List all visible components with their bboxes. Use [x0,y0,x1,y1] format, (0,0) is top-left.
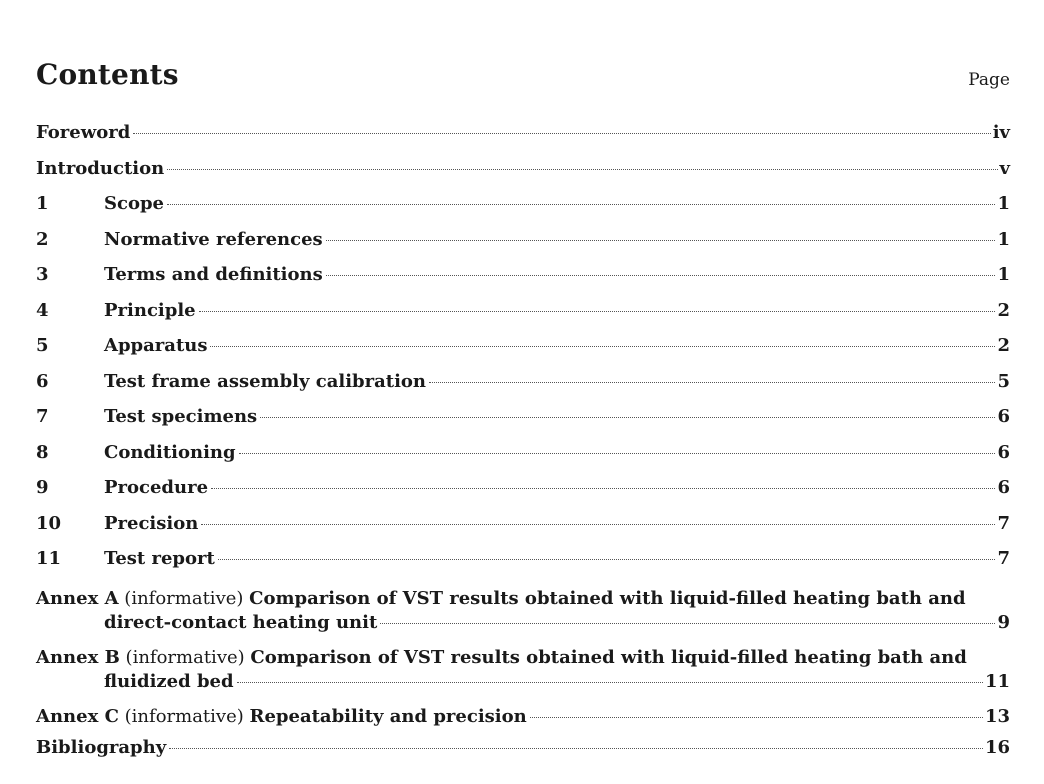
toc-entry-label: Introduction [36,157,165,179]
toc-entry-page: 7 [997,512,1010,534]
clause-number: 8 [36,441,49,463]
annex-prefix: Annex A [36,587,119,609]
dot-leader [167,204,995,205]
toc-entry-page: 16 [984,736,1010,758]
toc-entry-page: 6 [997,441,1010,463]
toc-entry-page: 6 [997,477,1010,498]
annex-heading-line [36,587,1010,611]
toc-entry-page: 2 [997,299,1010,321]
toc-entry-label: Test frame assembly calibration [104,370,427,392]
dot-leader [326,240,996,241]
toc-entry-page: 5 [997,370,1010,392]
toc-entry-label: Foreword [36,122,131,143]
dot-leader [169,748,983,749]
dot-leader [167,169,997,170]
toc-entry-bibliography[interactable] [36,737,1010,773]
toc-entry-annex-c[interactable] [36,705,1010,729]
toc-entry-page: iv [992,122,1010,143]
toc-entry-label: Conditioning [104,441,236,463]
annex-informative: (informative) [125,646,245,668]
dot-leader [429,382,995,383]
clause-number: 11 [36,548,62,569]
clause-number: 10 [36,512,62,534]
toc-entry-clause-3[interactable] [36,264,1010,300]
clause-number: 7 [36,406,49,427]
dot-leader [218,559,996,560]
dot-leader [260,417,995,418]
toc-entry-label: Normative references [104,228,323,250]
toc-entry-page: 1 [997,228,1010,250]
annex-title: Comparison of VST results obtained with liquid-filled heating bath and [250,646,967,668]
toc-entry-annex-a[interactable] [36,587,1010,635]
toc-entry-introduction[interactable] [36,158,1010,194]
toc-entry-page: 1 [997,193,1010,214]
toc-entry-clause-11[interactable] [36,548,1010,584]
toc-entry-foreword[interactable] [36,122,1010,158]
clause-number: 6 [36,370,49,392]
dot-leader [210,346,995,347]
annex-prefix: Annex C [36,705,119,727]
toc-entry-page: 6 [997,406,1010,427]
clause-number: 3 [36,264,49,285]
toc-entry-label: Test specimens [104,406,258,427]
dot-leader [237,682,983,683]
toc-entry-clause-4[interactable] [36,300,1010,336]
annex-prefix: Annex B [36,646,120,668]
toc-entry-label: Precision [104,512,199,534]
clause-number: 9 [36,477,49,498]
toc-entry-page: 9 [997,611,1010,633]
toc-entry-page: 11 [984,670,1010,692]
dot-leader [380,623,995,624]
contents-header [36,56,1010,104]
toc-entry-page: 13 [984,705,1010,727]
clause-number: 4 [36,299,49,321]
toc-entry-label: Apparatus [104,335,208,356]
dot-leader [199,311,996,312]
toc-entry-label: Terms and definitions [104,264,323,285]
toc-entry-label: Principle [104,299,196,321]
page-column-label: Page [968,70,1010,90]
annex-title: Comparison of VST results obtained with liquid-filled heating bath and [249,587,966,609]
annex-continuation-line [36,670,1010,694]
page-title: Contents [36,58,179,91]
toc-entry-clause-10[interactable] [36,513,1010,549]
clause-number: 1 [36,193,49,214]
clause-number: 5 [36,335,49,356]
clause-number: 2 [36,228,49,250]
toc-entry-clause-9[interactable] [36,477,1010,513]
toc-entry-page: 1 [997,264,1010,285]
annex-title: Repeatability and precision [249,705,527,727]
toc-entry-label: Scope [104,193,165,214]
toc-entry-page: v [999,157,1010,179]
annex-title-continued: fluidized bed [104,670,234,692]
contents-page [36,56,1010,758]
dot-leader [239,453,996,454]
toc-entry-label: Test report [104,548,215,569]
annex-continuation-line [36,611,1010,635]
toc-entry-clause-8[interactable] [36,442,1010,478]
annex-title-continued: direct-contact heating unit [104,611,378,633]
dot-leader [133,133,990,134]
toc-entry-clause-7[interactable] [36,406,1010,442]
dot-leader [326,275,996,276]
dot-leader [201,524,995,525]
dot-leader [211,488,995,489]
annex-informative: (informative) [124,705,244,727]
toc-entry-clause-2[interactable] [36,229,1010,265]
toc-entry-clause-5[interactable] [36,335,1010,371]
toc-entry-label: Bibliography [36,736,167,758]
annex-heading-line [36,646,1010,670]
toc-entry-page: 2 [997,335,1010,356]
toc-entry-annex-b[interactable] [36,646,1010,694]
dot-leader [530,717,983,718]
toc-entry-clause-1[interactable] [36,193,1010,229]
toc-entry-label: Procedure [104,477,209,498]
toc-entry-page: 7 [997,548,1010,569]
annex-informative: (informative) [124,587,244,609]
toc-entry-clause-6[interactable] [36,371,1010,407]
table-of-contents [36,122,1010,772]
